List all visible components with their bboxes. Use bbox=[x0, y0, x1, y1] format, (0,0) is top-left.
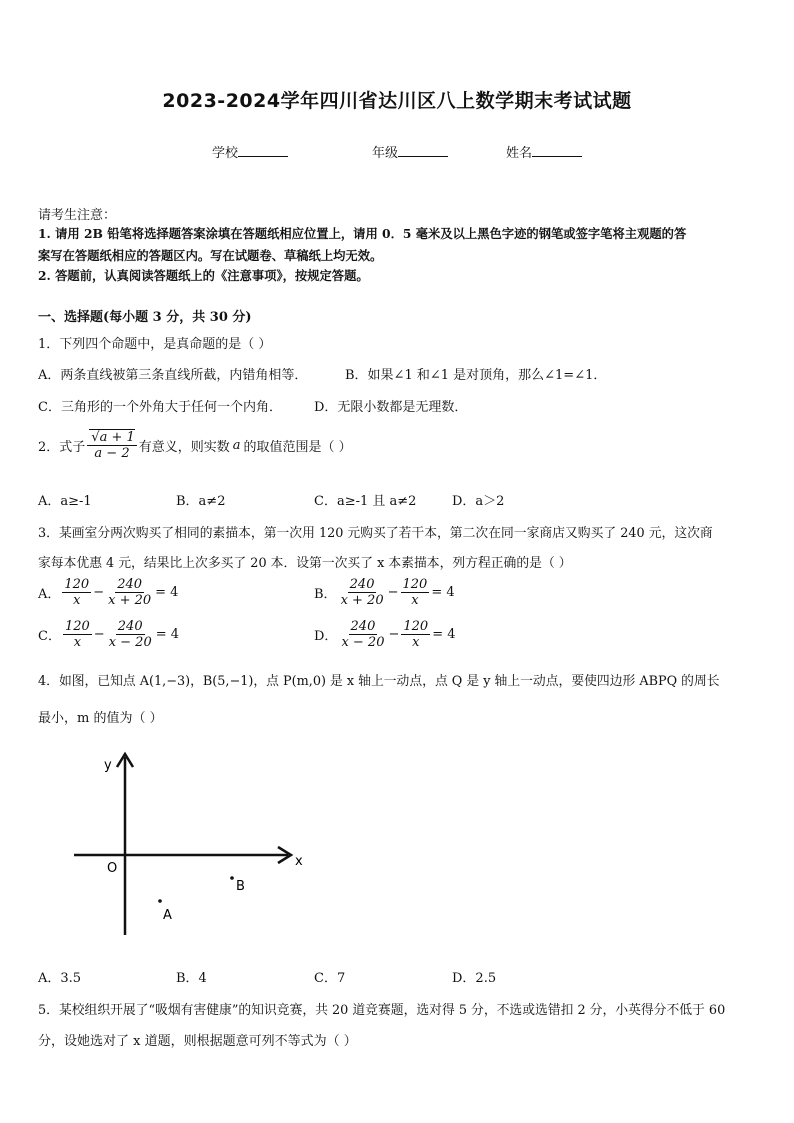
q5-line-2: 分，设她选对了 x 道题，则根据题意可列不等式为（ ） bbox=[38, 1034, 357, 1049]
q2-suffix2: 的取值范围是（ ） bbox=[243, 440, 352, 455]
q2-option-a[interactable]: A．a≥-1 bbox=[38, 494, 92, 509]
grade-field[interactable] bbox=[372, 142, 448, 161]
notice-line-1b: 案写在答题纸相应的答题区内。写在试题卷、草稿纸上均无效。 bbox=[38, 248, 383, 263]
y-axis-label: y bbox=[104, 758, 112, 773]
coordinate-figure bbox=[60, 745, 320, 945]
section-heading: 一、选择题(每小题 3 分，共 30 分) bbox=[38, 310, 252, 325]
q3-option-a[interactable]: A． $\frac{120}{x}$ − $\frac{240}{x + 20}$ = 4 bbox=[38, 577, 179, 608]
point-b bbox=[230, 876, 234, 880]
q2-option-b[interactable]: B．a≠2 bbox=[176, 494, 226, 509]
q2-suffix: 有意义，则实数 bbox=[138, 440, 230, 455]
school-field[interactable] bbox=[212, 142, 288, 161]
x-axis-label: x bbox=[295, 854, 303, 869]
q4-line-2: 最小，m 的值为（ ） bbox=[38, 711, 163, 726]
q1-option-d[interactable]: D．无限小数都是无理数． bbox=[314, 400, 468, 415]
q4-option-a[interactable]: A．3.5 bbox=[38, 971, 82, 986]
school-blank[interactable] bbox=[238, 143, 288, 157]
q2-fraction bbox=[87, 430, 136, 461]
notice-heading: 请考生注意： bbox=[38, 208, 117, 223]
q2-option-d[interactable]: D．a＞2 bbox=[452, 494, 505, 509]
q2-numerator: √a + 1 bbox=[91, 430, 135, 445]
q3-line-1: 3．某画室分两次购买了相同的素描本，第一次用 120 元购买了若干本，第二次在同一家商店又购买了 240 元，这次商 bbox=[38, 526, 713, 541]
q3-option-b[interactable]: B． $\frac{240}{x + 20}$ − $\frac{120}{x}$ = 4 bbox=[314, 577, 455, 608]
q1-option-c[interactable]: C．三角形的一个外角大于任何一个内角． bbox=[38, 400, 282, 415]
q3-option-c[interactable]: C． $\frac{120}{x}$ − $\frac{240}{x - 20}$ = 4 bbox=[38, 619, 180, 650]
q4-option-c[interactable]: C．7 bbox=[314, 971, 346, 986]
q3-option-d[interactable]: D． $\frac{240}{x - 20}$ − $\frac{120}{x}$ = 4 bbox=[314, 619, 456, 650]
grade-blank[interactable] bbox=[398, 143, 448, 157]
notice-line-1a: 1. 请用 2B 铅笔将选择题答案涂填在答题纸相应位置上，请用 0．5 毫米及以上黑色字迹的钢笔或签字笔将主观题的答 bbox=[38, 226, 687, 241]
q2-option-c[interactable]: C．a≥-1 且 a≠2 bbox=[314, 494, 417, 509]
page-title: 2023-2024学年四川省达川区八上数学期末考试试题 bbox=[162, 90, 632, 112]
q4-line-1: 4．如图，已知点 A(1,−3)，B(5,−1)，点 P(m,0) 是 x 轴上一动点，点 Q 是 y 轴上一动点，要使四边形 ABPQ 的周长 bbox=[38, 674, 720, 689]
point-a bbox=[158, 899, 162, 903]
q4-option-d[interactable]: D．2.5 bbox=[452, 971, 497, 986]
q1-option-b[interactable]: B．如果∠1 和∠1 是对顶角，那么∠1=∠1． bbox=[345, 368, 607, 383]
point-b-label: B bbox=[236, 879, 245, 894]
name-label: 姓名 bbox=[506, 146, 533, 161]
q3-line-2: 家每本优惠 4 元，结果比上次多买了 20 本．设第一次买了 x 本素描本，列方程正确的是（ ） bbox=[38, 556, 572, 571]
q2-denominator: a − 2 bbox=[94, 446, 130, 461]
q1-option-a[interactable]: A．两条直线被第三条直线所截，内错角相等． bbox=[38, 368, 308, 383]
q2-stem bbox=[38, 430, 352, 461]
origin-label: O bbox=[107, 861, 118, 876]
q1-stem: 1．下列四个命题中，是真命题的是（ ） bbox=[38, 337, 272, 352]
school-label: 学校 bbox=[212, 146, 239, 161]
name-field[interactable] bbox=[506, 142, 582, 161]
point-a-label: A bbox=[163, 908, 172, 923]
notice-line-2: 2. 答题前，认真阅读答题纸上的《注意事项》，按规定答题。 bbox=[38, 268, 369, 283]
q2-var: a bbox=[232, 438, 241, 453]
q2-prefix: 2．式子 bbox=[38, 440, 86, 455]
grade-label: 年级 bbox=[372, 146, 399, 161]
q5-line-1: 5．某校组织开展了“吸烟有害健康”的知识竞赛，共 20 道竞赛题，选对得 5 分，不选或选错扣 2 分，小英得分不低于 60 bbox=[38, 1003, 726, 1018]
q4-option-b[interactable]: B．4 bbox=[176, 971, 207, 986]
name-blank[interactable] bbox=[532, 143, 582, 157]
